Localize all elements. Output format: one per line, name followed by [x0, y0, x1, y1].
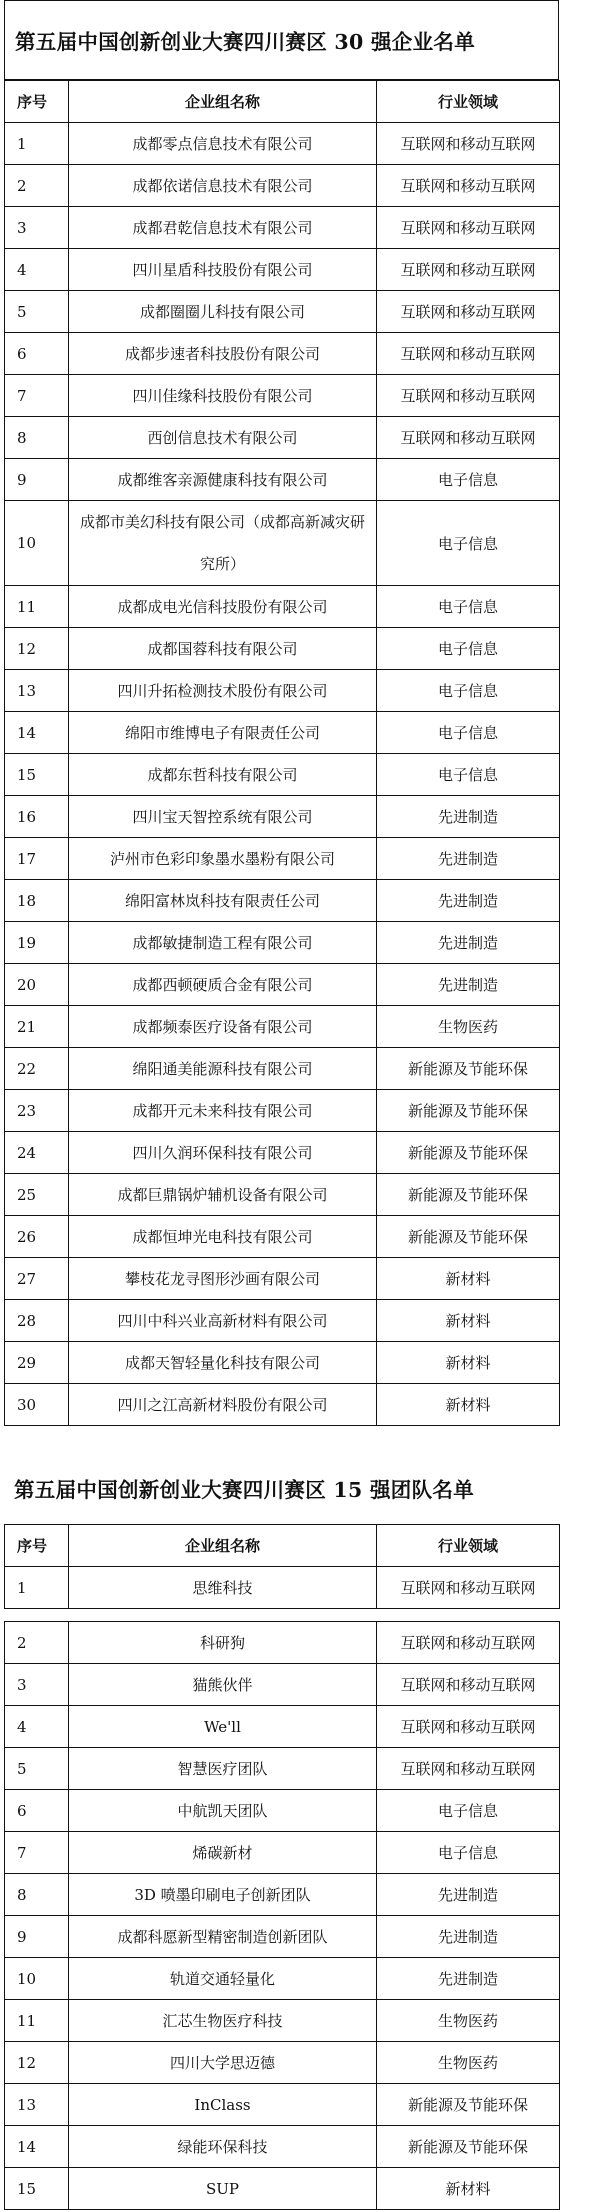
row-name: 汇芯生物医疗科技 — [69, 2000, 377, 2042]
row-industry: 新能源及节能环保 — [377, 2084, 560, 2126]
table-row — [5, 712, 560, 754]
row-industry: 先进制造 — [377, 922, 560, 964]
row-index: 12 — [5, 628, 69, 670]
row-name: 成都西顿硬质合金有限公司 — [69, 964, 377, 1006]
row-index: 25 — [5, 1174, 69, 1216]
row-industry: 新能源及节能环保 — [377, 2126, 560, 2168]
row-industry: 新能源及节能环保 — [377, 1048, 560, 1090]
row-index: 6 — [5, 333, 69, 375]
row-industry: 互联网和移动互联网 — [377, 375, 560, 417]
row-name: 成都天智轻量化科技有限公司 — [69, 1342, 377, 1384]
table-row — [5, 1132, 560, 1174]
table-row — [5, 1567, 560, 1609]
row-name: 成都东哲科技有限公司 — [69, 754, 377, 796]
row-name: 成都国蓉科技有限公司 — [69, 628, 377, 670]
row-name: 智慧医疗团队 — [69, 1748, 377, 1790]
row-industry: 先进制造 — [377, 1874, 560, 1916]
row-name: 四川宝天智控系统有限公司 — [69, 796, 377, 838]
row-index: 29 — [5, 1342, 69, 1384]
row-name: SUP — [69, 2168, 377, 2210]
table-row — [5, 2042, 560, 2084]
table-row — [5, 880, 560, 922]
row-industry: 新能源及节能环保 — [377, 1216, 560, 1258]
row-name: 四川久润环保科技有限公司 — [69, 1132, 377, 1174]
table-row — [5, 796, 560, 838]
row-index: 1 — [5, 123, 69, 165]
row-name: 绵阳通美能源科技有限公司 — [69, 1048, 377, 1090]
table-row — [5, 207, 560, 249]
table-row — [5, 1048, 560, 1090]
row-index: 7 — [5, 1832, 69, 1874]
header-name: 企业组名称 — [69, 1525, 377, 1567]
row-name: 轨道交通轻量化 — [69, 1958, 377, 2000]
row-index: 28 — [5, 1300, 69, 1342]
row-name: 泸州市色彩印象墨水墨粉有限公司 — [69, 838, 377, 880]
table-row — [5, 123, 560, 165]
row-name: 绿能环保科技 — [69, 2126, 377, 2168]
table-row — [5, 2000, 560, 2042]
row-name: We'll — [69, 1706, 377, 1748]
row-industry: 新材料 — [377, 2168, 560, 2210]
row-industry: 电子信息 — [377, 459, 560, 501]
row-index: 4 — [5, 1706, 69, 1748]
row-name: 成都维客亲源健康科技有限公司 — [69, 459, 377, 501]
header-index: 序号 — [5, 81, 69, 123]
row-industry: 互联网和移动互联网 — [377, 165, 560, 207]
row-index: 8 — [5, 417, 69, 459]
row-name: 四川之江高新材料股份有限公司 — [69, 1384, 377, 1426]
row-index: 8 — [5, 1874, 69, 1916]
row-industry: 新能源及节能环保 — [377, 1090, 560, 1132]
row-name: 成都恒坤光电科技有限公司 — [69, 1216, 377, 1258]
team-list-sheet — [4, 1452, 559, 2210]
row-name: 中航凯天团队 — [69, 1790, 377, 1832]
row-industry: 互联网和移动互联网 — [377, 333, 560, 375]
table-row — [5, 1832, 560, 1874]
row-name: 烯碳新材 — [69, 1832, 377, 1874]
table-row — [5, 165, 560, 207]
row-index: 10 — [5, 1958, 69, 2000]
table-row — [5, 628, 560, 670]
row-name: 四川佳缘科技股份有限公司 — [69, 375, 377, 417]
row-name: 四川星盾科技股份有限公司 — [69, 249, 377, 291]
row-index: 9 — [5, 1916, 69, 1958]
row-index: 18 — [5, 880, 69, 922]
row-index: 11 — [5, 586, 69, 628]
row-industry: 电子信息 — [377, 586, 560, 628]
row-industry: 互联网和移动互联网 — [377, 1748, 560, 1790]
table-row — [5, 1916, 560, 1958]
row-index: 30 — [5, 1384, 69, 1426]
row-index: 3 — [5, 1664, 69, 1706]
row-industry: 互联网和移动互联网 — [377, 249, 560, 291]
row-industry: 先进制造 — [377, 838, 560, 880]
row-name: 成都零点信息技术有限公司 — [69, 123, 377, 165]
row-index: 15 — [5, 754, 69, 796]
row-index: 2 — [5, 165, 69, 207]
row-industry: 电子信息 — [377, 712, 560, 754]
row-name: 攀枝花龙寻图形沙画有限公司 — [69, 1258, 377, 1300]
row-industry: 电子信息 — [377, 501, 560, 586]
row-name: 成都市美幻科技有限公司（成都高新减灾研究所） — [69, 501, 377, 586]
row-index: 16 — [5, 796, 69, 838]
row-industry: 新能源及节能环保 — [377, 1174, 560, 1216]
row-index: 13 — [5, 2084, 69, 2126]
table-row — [5, 1622, 560, 1664]
table-row — [5, 1216, 560, 1258]
row-index: 12 — [5, 2042, 69, 2084]
row-industry: 生物医药 — [377, 2000, 560, 2042]
company-list-title: 第五届中国创新创业大赛四川赛区 30 强企业名单 — [15, 30, 476, 54]
table-row — [5, 2084, 560, 2126]
header-industry: 行业领域 — [377, 1525, 560, 1567]
row-index: 3 — [5, 207, 69, 249]
table-row — [5, 459, 560, 501]
row-industry: 先进制造 — [377, 1958, 560, 2000]
row-name: 四川升拓检测技术股份有限公司 — [69, 670, 377, 712]
row-index: 9 — [5, 459, 69, 501]
table-row — [5, 1790, 560, 1832]
row-name: 成都科愿新型精密制造创新团队 — [69, 1916, 377, 1958]
company-table-body — [5, 123, 560, 1426]
row-index: 2 — [5, 1622, 69, 1664]
row-industry: 互联网和移动互联网 — [377, 1622, 560, 1664]
table-row — [5, 291, 560, 333]
row-industry: 互联网和移动互联网 — [377, 291, 560, 333]
row-industry: 电子信息 — [377, 1790, 560, 1832]
header-name: 企业组名称 — [69, 81, 377, 123]
team-table-body — [5, 1622, 560, 2210]
header-industry: 行业领域 — [377, 81, 560, 123]
row-index: 26 — [5, 1216, 69, 1258]
row-index: 6 — [5, 1790, 69, 1832]
row-index: 15 — [5, 2168, 69, 2210]
table-row — [5, 1300, 560, 1342]
row-index: 19 — [5, 922, 69, 964]
row-name: 绵阳市维博电子有限责任公司 — [69, 712, 377, 754]
team-list-title: 第五届中国创新创业大赛四川赛区 15 强团队名单 — [14, 1478, 475, 1502]
table-row — [5, 586, 560, 628]
row-name: 成都巨鼎锅炉辅机设备有限公司 — [69, 1174, 377, 1216]
row-industry: 电子信息 — [377, 628, 560, 670]
row-industry: 新材料 — [377, 1258, 560, 1300]
table-row — [5, 964, 560, 1006]
team-table — [4, 1621, 560, 2210]
row-name: 成都敏捷制造工程有限公司 — [69, 922, 377, 964]
row-index: 22 — [5, 1048, 69, 1090]
row-name: 成都君乾信息技术有限公司 — [69, 207, 377, 249]
row-industry: 互联网和移动互联网 — [377, 1706, 560, 1748]
table-row — [5, 922, 560, 964]
team-table-first-row — [5, 1567, 560, 1609]
row-index: 7 — [5, 375, 69, 417]
row-industry: 先进制造 — [377, 964, 560, 1006]
row-index: 21 — [5, 1006, 69, 1048]
row-index: 1 — [5, 1567, 69, 1609]
table-row — [5, 1706, 560, 1748]
row-index: 10 — [5, 501, 69, 586]
table-row — [5, 375, 560, 417]
table-row — [5, 1258, 560, 1300]
row-name: 科研狗 — [69, 1622, 377, 1664]
row-industry: 互联网和移动互联网 — [377, 1567, 560, 1609]
table-row — [5, 670, 560, 712]
team-table-header — [5, 1525, 560, 1567]
row-industry: 新材料 — [377, 1342, 560, 1384]
row-industry: 新材料 — [377, 1300, 560, 1342]
table-row — [5, 838, 560, 880]
row-industry: 生物医药 — [377, 2042, 560, 2084]
table-row — [5, 1342, 560, 1384]
row-name: 成都开元未来科技有限公司 — [69, 1090, 377, 1132]
table-row — [5, 1090, 560, 1132]
table-row — [5, 2168, 560, 2210]
table-row — [5, 1958, 560, 2000]
row-name: 成都圈圈儿科技有限公司 — [69, 291, 377, 333]
row-industry: 先进制造 — [377, 1916, 560, 1958]
table-row — [5, 1748, 560, 1790]
row-name: 猫熊伙伴 — [69, 1664, 377, 1706]
row-industry: 互联网和移动互联网 — [377, 1664, 560, 1706]
table-row — [5, 417, 560, 459]
table-gap — [4, 1609, 559, 1621]
header-index: 序号 — [5, 1525, 69, 1567]
table-row — [5, 333, 560, 375]
table-row — [5, 2126, 560, 2168]
row-name: 西创信息技术有限公司 — [69, 417, 377, 459]
row-index: 5 — [5, 1748, 69, 1790]
row-name: 3D 喷墨印刷电子创新团队 — [69, 1874, 377, 1916]
row-industry: 新能源及节能环保 — [377, 1132, 560, 1174]
table-row — [5, 1006, 560, 1048]
company-table — [4, 80, 560, 1426]
row-name: 成都步速者科技股份有限公司 — [69, 333, 377, 375]
row-index: 13 — [5, 670, 69, 712]
row-industry: 互联网和移动互联网 — [377, 207, 560, 249]
row-industry: 生物医药 — [377, 1006, 560, 1048]
team-table-head — [4, 1524, 560, 1609]
row-index: 17 — [5, 838, 69, 880]
table-row — [5, 501, 560, 586]
row-name: 成都依诺信息技术有限公司 — [69, 165, 377, 207]
row-name: 四川大学思迈德 — [69, 2042, 377, 2084]
row-industry: 先进制造 — [377, 796, 560, 838]
row-index: 23 — [5, 1090, 69, 1132]
row-industry: 先进制造 — [377, 880, 560, 922]
row-index: 24 — [5, 1132, 69, 1174]
table-row — [5, 1384, 560, 1426]
row-industry: 新材料 — [377, 1384, 560, 1426]
row-index: 14 — [5, 712, 69, 754]
row-industry: 互联网和移动互联网 — [377, 123, 560, 165]
row-index: 20 — [5, 964, 69, 1006]
company-list-sheet — [4, 0, 559, 1426]
row-index: 4 — [5, 249, 69, 291]
row-index: 14 — [5, 2126, 69, 2168]
table-row — [5, 1174, 560, 1216]
table-row — [5, 1874, 560, 1916]
row-industry: 电子信息 — [377, 670, 560, 712]
row-industry: 电子信息 — [377, 1832, 560, 1874]
row-name: 成都频泰医疗设备有限公司 — [69, 1006, 377, 1048]
table-row — [5, 1664, 560, 1706]
row-name: 思维科技 — [69, 1567, 377, 1609]
table-row — [5, 249, 560, 291]
row-name: 成都成电光信科技股份有限公司 — [69, 586, 377, 628]
row-industry: 互联网和移动互联网 — [377, 417, 560, 459]
row-industry: 电子信息 — [377, 754, 560, 796]
row-name: 绵阳富林岚科技有限责任公司 — [69, 880, 377, 922]
row-name: InClass — [69, 2084, 377, 2126]
company-table-header — [5, 81, 560, 123]
row-index: 27 — [5, 1258, 69, 1300]
company-list-frame — [4, 0, 559, 80]
table-row — [5, 754, 560, 796]
row-index: 11 — [5, 2000, 69, 2042]
row-name: 四川中科兴业高新材料有限公司 — [69, 1300, 377, 1342]
row-index: 5 — [5, 291, 69, 333]
